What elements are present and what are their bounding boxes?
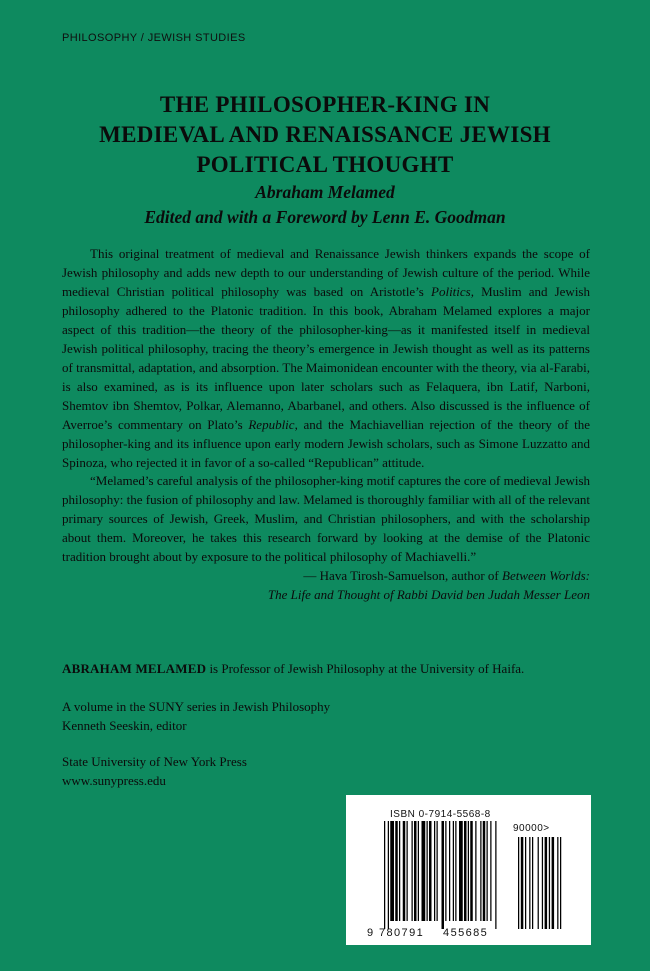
isbn-label: ISBN 0-7914-5568-8 bbox=[390, 809, 491, 820]
barcode-bars bbox=[346, 795, 591, 945]
barcode-bar bbox=[490, 821, 491, 921]
attribution-book-line-2: The Life and Thought of Rabbi David ben Judah Messer Leon bbox=[267, 587, 590, 602]
barcode-bar bbox=[445, 821, 446, 921]
addon-bar bbox=[538, 837, 539, 929]
ean-digits bbox=[367, 927, 489, 939]
barcode-bar bbox=[487, 821, 488, 921]
author-bio bbox=[62, 659, 590, 678]
addon-bar bbox=[549, 837, 550, 929]
bio-author-name: ABRAHAM MELAMED bbox=[62, 661, 207, 676]
bio-text: is Professor of Jewish Philosophy at the University of Haifa. bbox=[206, 661, 525, 676]
barcode-bar bbox=[459, 821, 463, 921]
barcode-bar bbox=[418, 821, 419, 921]
barcode-bar bbox=[468, 821, 469, 921]
barcode-bar bbox=[407, 821, 408, 921]
series-line-1: A volume in the SUNY series in Jewish Philosophy bbox=[62, 699, 331, 714]
addon-bar bbox=[529, 837, 530, 929]
publisher-name: State University of New York Press bbox=[62, 754, 247, 769]
quote-text: “Melamed’s careful analysis of the philosopher-king motif captures the core of medieval Jewish philosophy: the fusion of philosophy and law. Melamed is thoroughly familiar with all of the relevant primary sources of Jewish, Greek, Muslim, and Christian philosophers, and with the scholarship about them. Moreover, he takes this research forward by looking at the demise of the Platonic tradition brought about by exposure to the political philosophy of Machiavelli.” bbox=[62, 473, 590, 564]
ean-left-digits: 780791 bbox=[379, 927, 425, 939]
barcode-bar bbox=[429, 821, 432, 921]
addon-bar bbox=[518, 837, 519, 929]
barcode-bar bbox=[449, 821, 450, 921]
editor-credit: Edited and with a Foreword by Lenn E. Goodman bbox=[144, 207, 506, 227]
addon-bar bbox=[560, 837, 561, 929]
addon-bar bbox=[532, 837, 533, 929]
barcode-bar bbox=[453, 821, 454, 921]
barcode-bar bbox=[434, 821, 435, 921]
barcode-bar bbox=[475, 821, 476, 921]
description-part-1: This original treatment of medieval and Renaissance Jewish thinkers expands the scope of Jewish philosophy and adds new depth to our understanding of Jewish culture of the period. While medieval Christian political philosophy was based on Aristotle’s bbox=[62, 246, 590, 299]
barcode-bar bbox=[388, 821, 389, 929]
addon-bar bbox=[545, 837, 548, 929]
description-part-3: and the Machiavellian rejection of the theory of the philosopher-king and its influence upon early modern Jewish scholars, such as Simone Luzzatto and Spinoza, who rejected it in favor of a so-called “Republican” attitude. bbox=[62, 417, 590, 470]
barcode-bar bbox=[412, 821, 413, 921]
barcode-panel bbox=[346, 795, 591, 945]
barcode-bar bbox=[414, 821, 417, 921]
addon-bar bbox=[525, 837, 526, 929]
title-block bbox=[40, 90, 610, 230]
price-code: 90000> bbox=[513, 823, 550, 834]
barcode-bar bbox=[437, 821, 438, 921]
barcode-bar bbox=[455, 821, 456, 921]
barcode-bar bbox=[480, 821, 481, 921]
barcode-bar bbox=[470, 821, 473, 921]
barcode-bar bbox=[422, 821, 426, 921]
barcode-bar bbox=[427, 821, 428, 921]
addon-bar bbox=[552, 837, 555, 929]
description-italic-republic: Republic, bbox=[248, 417, 298, 432]
barcode-bar bbox=[442, 821, 445, 929]
title-line-2: MEDIEVAL AND RENAISSANCE JEWISH bbox=[99, 122, 551, 147]
ean-right-digits: 455685 bbox=[443, 927, 489, 939]
quote-attribution bbox=[62, 566, 590, 604]
description-part-2: Muslim and Jewish philosophy adhered to the Platonic tradition. In this book, Abraham Melamed explores a major aspect of this tradition—the theory of the philosopher-king—as it manifested itself in medieval Jewish political philosophy, tracing the theory’s emergence in Jewish thought as well as its patterns of transmittal, adaptation, and absorption. The Maimonidean encounter with the theory, via al-Farabi, is also examined, as is its influence upon later scholars such as Felaquera, ibn Latif, Narboni, Shemtov ibn Shemtov, Polkar, Alemanno, Abarbanel, and others. Also discussed is the influence of Averroe’s commentary on Plato’s bbox=[62, 284, 590, 432]
title-line-3: POLITICAL THOUGHT bbox=[196, 152, 454, 177]
review-quote bbox=[62, 471, 590, 604]
publisher-info bbox=[62, 752, 590, 790]
book-title bbox=[40, 90, 610, 180]
barcode-bar bbox=[495, 821, 496, 929]
barcode-bar bbox=[390, 821, 394, 921]
author-name: Abraham Melamed bbox=[255, 182, 395, 202]
barcode-bar bbox=[384, 821, 385, 929]
addon-bar bbox=[557, 837, 558, 929]
addon-bar bbox=[521, 837, 524, 929]
barcode-bar bbox=[464, 821, 467, 921]
series-line-2: Kenneth Seeskin, editor bbox=[62, 718, 187, 733]
addon-bar bbox=[542, 837, 543, 929]
barcode-bar bbox=[399, 821, 400, 921]
book-description bbox=[62, 244, 590, 472]
title-line-1: THE PHILOSOPHER-KING IN bbox=[159, 92, 491, 117]
barcode-bar bbox=[483, 821, 486, 921]
description-italic-politics: Politics, bbox=[431, 284, 474, 299]
barcode-bar bbox=[395, 821, 398, 921]
ean-first-digit: 9 bbox=[367, 927, 375, 939]
attribution-book-line-1: Between Worlds: bbox=[502, 568, 590, 583]
category-label: PHILOSOPHY / JEWISH STUDIES bbox=[62, 32, 246, 44]
barcode-bar bbox=[403, 821, 406, 921]
attribution-text: — Hava Tirosh-Samuelson, author of bbox=[303, 568, 503, 583]
series-info bbox=[62, 697, 590, 735]
publisher-url: www.sunypress.edu bbox=[62, 773, 166, 788]
